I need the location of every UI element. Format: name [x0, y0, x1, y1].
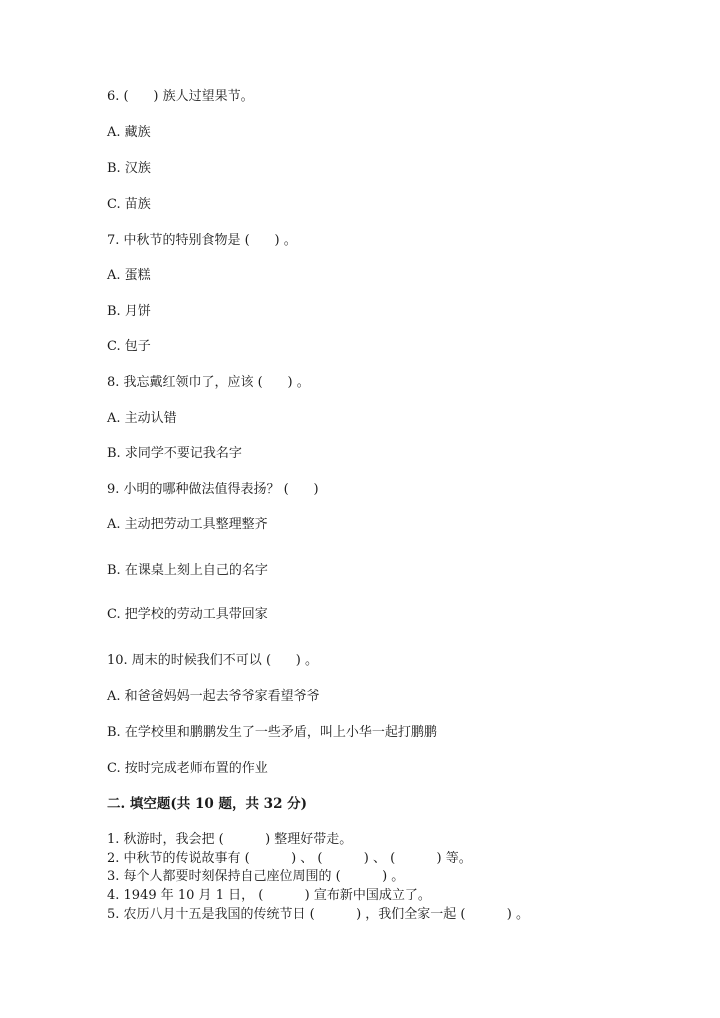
fill-blank-item-4: 4. 1949 年 10 月 1 日， ( ) 宣布新中国成立了。	[107, 888, 431, 903]
question-9-option-b: B. 在课桌上刻上自己的名字	[107, 563, 268, 578]
question-8-option-b: B. 求同学不要记我名字	[107, 446, 242, 461]
question-6-option-a: A. 藏族	[107, 125, 151, 140]
question-7-option-a: A. 蛋糕	[107, 268, 151, 283]
question-10-option-b: B. 在学校里和鹏鹏发生了一些矛盾，叫上小华一起打鹏鹏	[107, 725, 437, 740]
question-8-option-a: A. 主动认错	[107, 411, 177, 426]
question-10-stem: 10. 周末的时候我们不可以 ( ) 。	[107, 653, 319, 668]
question-6-stem: 6. ( ) 族人过望果节。	[107, 89, 254, 104]
question-6-option-c: C. 苗族	[107, 197, 151, 212]
question-7-stem: 7. 中秋节的特别食物是 ( ) 。	[107, 233, 297, 248]
fill-blank-item-1: 1. 秋游时，我会把 ( ) 整理好带走。	[107, 832, 353, 847]
fill-blank-item-3: 3. 每个人都要时刻保持自己座位周围的 ( ) 。	[107, 869, 405, 884]
fill-blank-item-2: 2. 中秋节的传说故事有 ( ) 、 ( ) 、 ( ) 等。	[107, 851, 472, 866]
section-heading: 二. 填空题(共 10 题，共 32 分)	[107, 796, 308, 812]
question-6-option-b: B. 汉族	[107, 161, 151, 176]
question-9-option-a: A. 主动把劳动工具整理整齐	[107, 517, 268, 532]
question-10-option-a: A. 和爸爸妈妈一起去爷爷家看望爷爷	[107, 689, 320, 704]
question-7-option-c: C. 包子	[107, 339, 151, 354]
question-7-option-b: B. 月饼	[107, 304, 151, 319]
question-9-stem: 9. 小明的哪种做法值得表扬？ ( )	[107, 482, 319, 497]
question-9-option-c: C. 把学校的劳动工具带回家	[107, 607, 268, 622]
fill-blank-item-5: 5. 农历八月十五是我国的传统节日 ( ) ，我们全家一起 ( ) 。	[107, 907, 529, 922]
question-8-stem: 8. 我忘戴红领巾了，应该 ( ) 。	[107, 375, 310, 390]
question-10-option-c: C. 按时完成老师布置的作业	[107, 761, 268, 776]
